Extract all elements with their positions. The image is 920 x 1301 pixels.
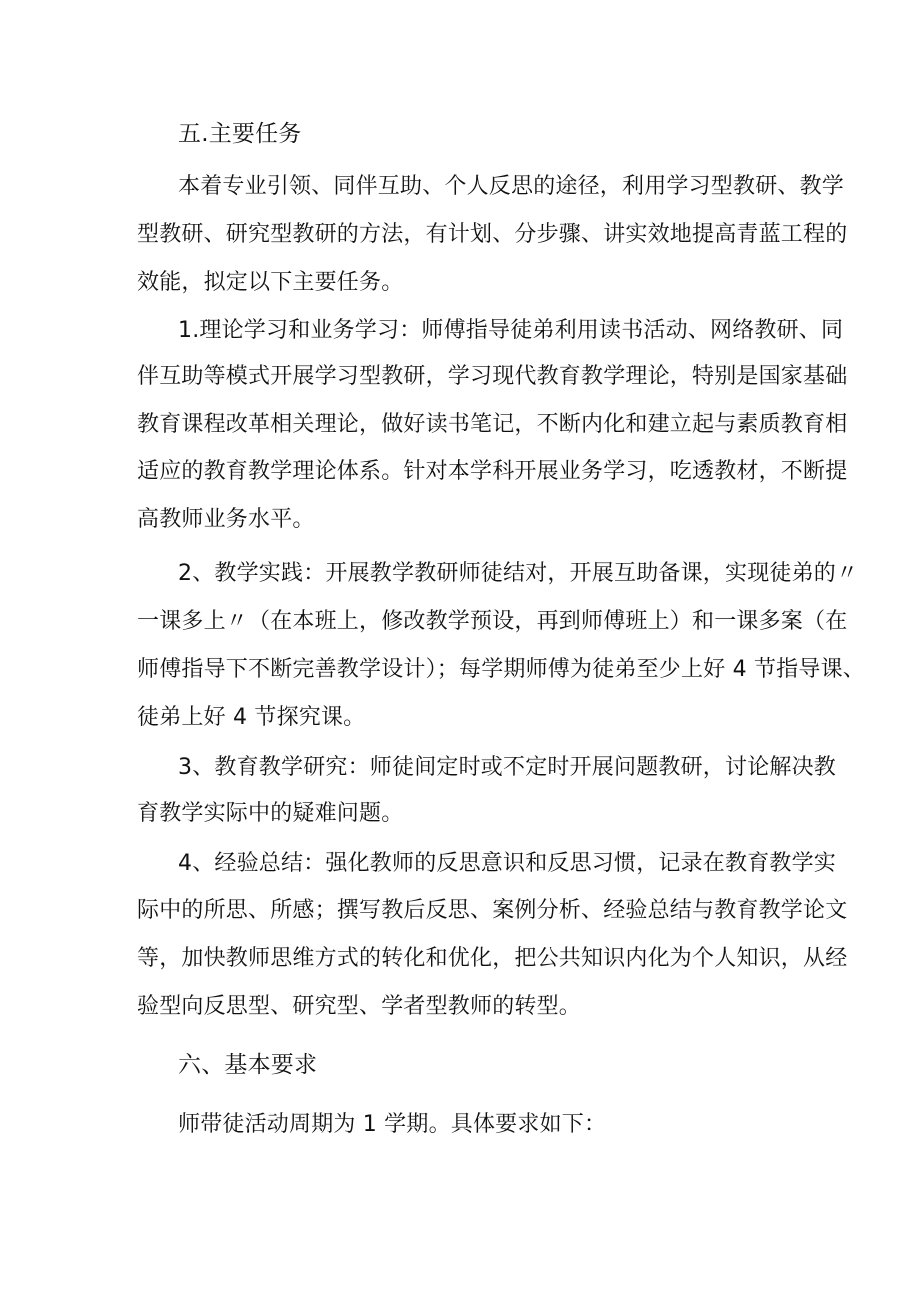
section-5-intro-line-1: 本着专业引领、同伴互助、个人反思的途径，利用学习型教研、教学 <box>178 174 845 199</box>
section-6-heading: 六、基本要求 <box>178 1052 318 1078</box>
item-1-line-5: 高教师业务水平。 <box>137 507 315 532</box>
item-2-line-2: 一课多上〃（在本班上，修改教学预设，再到师傅班上）和一课多案（在 <box>137 609 848 634</box>
section-5-intro-line-3: 效能，拟定以下主要任务。 <box>137 270 404 295</box>
item-2-line-4: 徒弟上好 4 节探究课。 <box>137 705 366 730</box>
item-3-line-1: 3、教育教学研究：师徒间定时或不定时开展问题教研，讨论解决教 <box>178 755 836 780</box>
section-6-intro: 师带徒活动周期为 1 学期。具体要求如下： <box>178 1112 607 1137</box>
item-4-line-4: 验型向反思型、研究型、学者型教师的转型。 <box>137 994 582 1019</box>
item-4-line-2: 际中的所思、所感；撰写教后反思、案例分析、经验总结与教育教学论文 <box>137 898 848 923</box>
item-2-line-1: 2、教学实践：开展教学教研师徒结对，开展互助备课，实现徒弟的〃 <box>178 561 859 586</box>
item-1-line-3: 教育课程改革相关理论，做好读书笔记，不断内化和建立起与素质教育相 <box>137 412 848 437</box>
item-3-line-2: 育教学实际中的疑难问题。 <box>137 801 404 826</box>
item-1-line-1: 1.理论学习和业务学习：师傅指导徒弟利用读书活动、网络教研、同 <box>178 318 844 343</box>
section-5-intro-line-2: 型教研、研究型教研的方法，有计划、分步骤、讲实效地提高青蓝工程的 <box>137 222 848 247</box>
section-5-heading: 五.主要任务 <box>178 121 302 147</box>
item-1-line-2: 伴互助等模式开展学习型教研，学习现代教育教学理论，特别是国家基础 <box>137 364 848 389</box>
item-1-line-4: 适应的教育教学理论体系。针对本学科开展业务学习，吃透教材，不断提 <box>137 459 848 484</box>
item-4-line-3: 等，加快教师思维方式的转化和优化，把公共知识内化为个人知识，从经 <box>137 946 848 971</box>
item-4-line-1: 4、经验总结：强化教师的反思意识和反思习惯，记录在教育教学实 <box>178 851 836 876</box>
item-2-line-3: 师傅指导下不断完善教学设计）；每学期师傅为徒弟至少上好 4 节指导课、 <box>137 657 865 682</box>
